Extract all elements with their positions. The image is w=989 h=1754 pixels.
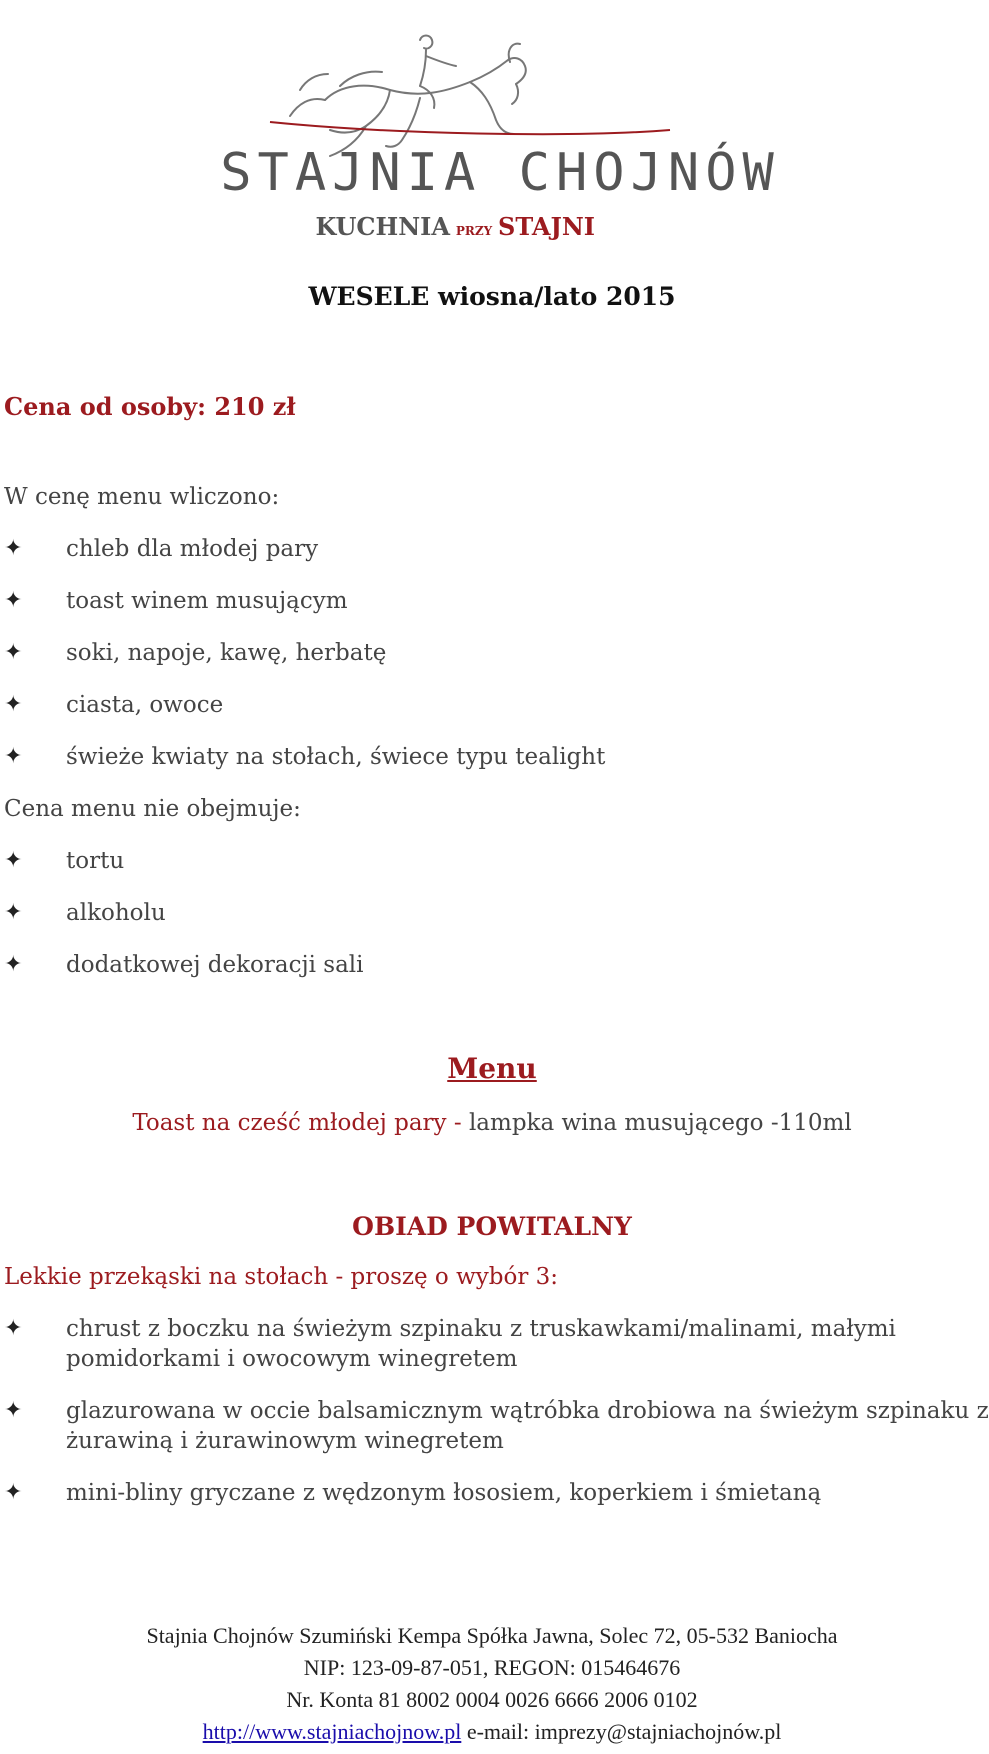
included-item-text: chleb dla młodej pary bbox=[66, 536, 319, 562]
footer-account: Nr. Konta 81 8002 0004 0026 6666 2006 0102 bbox=[286, 1687, 698, 1712]
logo-stajni-text: STAJNI bbox=[498, 212, 596, 241]
obiad-item-line: żurawiną i żurawinowym winegretem bbox=[66, 1428, 504, 1454]
footer-contact bbox=[0, 1719, 984, 1745]
obiad-item-line: mini-bliny gryczane z wędzonym łososiem, koperkiem i śmietaną bbox=[66, 1480, 822, 1506]
obiad-heading: OBIAD POWITALNY bbox=[352, 1212, 632, 1241]
obiad-item-line: glazurowana w occie balsamicznym wątróbka drobiowa na świeżym szpinaku z bbox=[66, 1398, 989, 1424]
bullet-star-icon: ✦ bbox=[4, 900, 23, 925]
toast-line bbox=[0, 1110, 984, 1136]
footer-ids: NIP: 123-09-87-051, REGON: 015464676 bbox=[303, 1655, 681, 1680]
bullet-star-icon: ✦ bbox=[4, 640, 23, 665]
page-title: WESELE wiosna/lato 2015 bbox=[308, 282, 676, 311]
logo-przy-text: PRZY bbox=[455, 224, 493, 238]
bullet-star-icon: ✦ bbox=[4, 536, 23, 561]
footer-company: Stajnia Chojnów Szumiński Kempa Spółka Jawna, Solec 72, 05-532 Baniocha bbox=[146, 1623, 838, 1648]
excluded-heading: Cena menu nie obejmuje: bbox=[4, 796, 301, 822]
horse-rider-logo-icon bbox=[220, 30, 780, 241]
obiad-item-line: chrust z boczku na świeżym szpinaku z truskawkami/malinami, małymi bbox=[66, 1316, 896, 1342]
excluded-item-text: dodatkowej dekoracji sali bbox=[66, 952, 364, 978]
included-item-text: świeże kwiaty na stołach, świece typu tealight bbox=[66, 744, 606, 770]
menu-heading: Menu bbox=[447, 1052, 537, 1085]
included-item-text: ciasta, owoce bbox=[66, 692, 224, 718]
logo-kuchnia-text: KUCHNIA bbox=[315, 212, 450, 241]
toast-detail: lampka wina musującego -110ml bbox=[468, 1110, 852, 1136]
website-link[interactable]: http://www.stajniachojnow.pl bbox=[202, 1719, 462, 1744]
excluded-item-text: tortu bbox=[66, 848, 125, 874]
excluded-item-text: alkoholu bbox=[66, 900, 166, 926]
bullet-star-icon: ✦ bbox=[4, 1480, 23, 1505]
bullet-star-icon: ✦ bbox=[4, 1316, 23, 1341]
bullet-star-icon: ✦ bbox=[4, 692, 23, 717]
included-item-text: soki, napoje, kawę, herbatę bbox=[66, 640, 387, 666]
logo-brand-text: STAJNIA CHOJNÓW bbox=[220, 143, 780, 203]
bullet-star-icon: ✦ bbox=[4, 848, 23, 873]
logo bbox=[220, 30, 780, 241]
toast-label: Toast na cześć młodej pary - bbox=[132, 1110, 469, 1136]
bullet-star-icon: ✦ bbox=[4, 744, 23, 769]
obiad-item-line: pomidorkami i owocowym winegretem bbox=[66, 1346, 518, 1372]
obiad-subheading: Lekkie przekąski na stołach - proszę o wybór 3: bbox=[4, 1264, 559, 1290]
included-heading: W cenę menu wliczono: bbox=[4, 484, 280, 510]
bullet-star-icon: ✦ bbox=[4, 1398, 23, 1423]
bullet-star-icon: ✦ bbox=[4, 952, 23, 977]
price-per-person: Cena od osoby: 210 zł bbox=[4, 392, 296, 421]
footer-email: e-mail: imprezy@stajniachojnów.pl bbox=[461, 1719, 782, 1744]
included-item-text: toast winem musującym bbox=[66, 588, 348, 614]
bullet-star-icon: ✦ bbox=[4, 588, 23, 613]
